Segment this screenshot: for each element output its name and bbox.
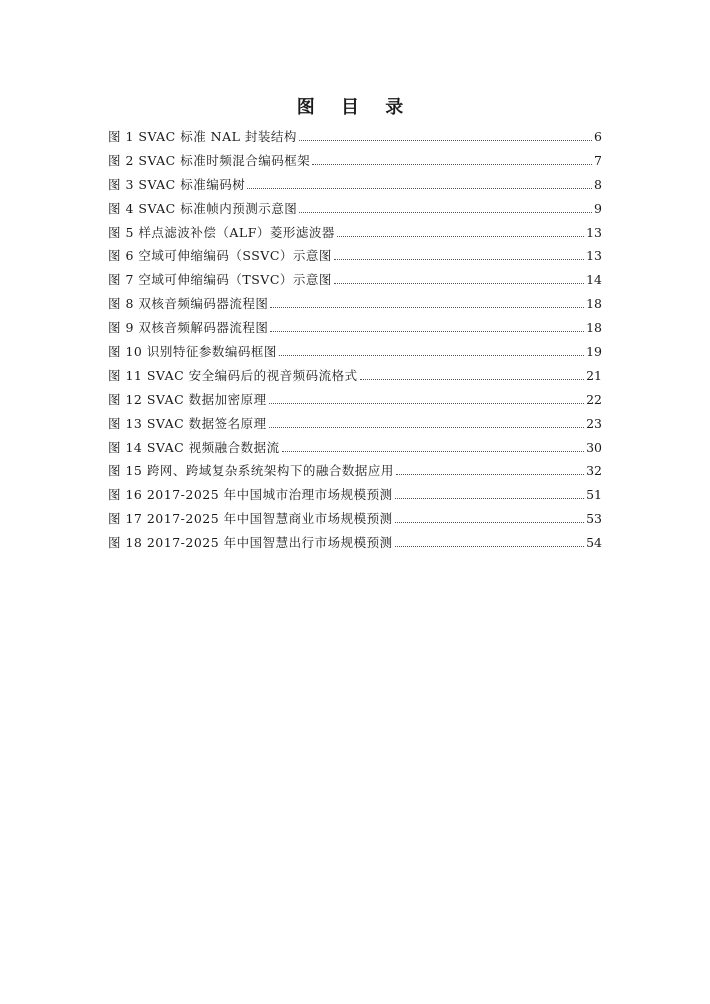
- toc-entry[interactable]: [108, 318, 602, 342]
- toc-entry-page-number: 6: [594, 129, 602, 144]
- toc-entry-page-number: 53: [586, 511, 602, 527]
- toc-entry-page-number: 21: [586, 367, 602, 383]
- toc-entry-page-number: 18: [586, 320, 602, 336]
- dot-leader: [396, 473, 584, 475]
- toc-entry-page-number: 13: [586, 224, 602, 240]
- toc-entry[interactable]: [108, 414, 602, 438]
- dot-leader: [395, 497, 584, 499]
- toc-entry-label: 图 7 空域可伸缩编码（TSVC）示意图: [108, 272, 332, 288]
- toc-entry-page-number: 14: [586, 272, 602, 288]
- toc-entry-label: 图 17 2017-2025 年中国智慧商业市场规模预测: [108, 511, 393, 527]
- toc-entry-label: 图 16 2017-2025 年中国城市治理市场规模预测: [108, 487, 393, 503]
- toc-entry[interactable]: [108, 151, 602, 175]
- toc-entry-label: 图 15 跨网、跨域复杂系统架构下的融合数据应用: [108, 463, 394, 479]
- toc-entry-label: 图 10 识别特征参数编码框图: [108, 344, 277, 360]
- toc-entry[interactable]: [108, 533, 602, 557]
- dot-leader: [337, 235, 584, 237]
- toc-entry-label: 图 13 SVAC 数据签名原理: [108, 415, 267, 431]
- toc-entry-page-number: 30: [586, 439, 602, 455]
- toc-entry-label: 图 14 SVAC 视频融合数据流: [108, 439, 280, 455]
- toc-entry[interactable]: [108, 485, 602, 509]
- toc-entry-page-number: 19: [586, 344, 602, 360]
- toc-entry[interactable]: [108, 223, 602, 247]
- toc-entry-label: 图 11 SVAC 安全编码后的视音频码流格式: [108, 367, 358, 383]
- toc-entry[interactable]: [108, 366, 602, 390]
- toc-entry-label: 图 5 样点滤波补偿（ALF）菱形滤波器: [108, 224, 335, 240]
- toc-entry-label: 图 12 SVAC 数据加密原理: [108, 391, 267, 407]
- dot-leader: [269, 426, 584, 428]
- dot-leader: [247, 187, 592, 189]
- dot-leader: [270, 306, 584, 308]
- figure-list: [108, 127, 602, 557]
- toc-entry[interactable]: [108, 390, 602, 414]
- dot-leader: [282, 450, 584, 452]
- toc-entry-page-number: 9: [594, 200, 602, 216]
- dot-leader: [299, 139, 592, 141]
- dot-leader: [312, 163, 592, 165]
- dot-leader: [279, 354, 584, 356]
- toc-entry-label: 图 1 SVAC 标准 NAL 封装结构: [108, 129, 297, 144]
- dot-leader: [395, 521, 584, 523]
- toc-entry-label: 图 9 双核音频解码器流程图: [108, 320, 269, 336]
- dot-leader: [395, 545, 584, 547]
- toc-entry-page-number: 54: [586, 535, 602, 551]
- toc-entry[interactable]: [108, 127, 602, 151]
- dot-leader: [270, 330, 584, 332]
- dot-leader: [360, 378, 584, 380]
- toc-entry-page-number: 18: [586, 296, 602, 312]
- toc-entry[interactable]: [108, 509, 602, 533]
- toc-entry-page-number: 51: [586, 487, 602, 503]
- toc-entry-label: 图 3 SVAC 标准编码树: [108, 176, 246, 192]
- toc-entry-label: 图 4 SVAC 标准帧内预测示意图: [108, 200, 298, 216]
- toc-entry[interactable]: [108, 199, 602, 223]
- dot-leader: [334, 282, 584, 284]
- toc-entry-page-number: 23: [586, 415, 602, 431]
- toc-entry[interactable]: [108, 461, 602, 485]
- toc-entry-label: 图 2 SVAC 标准时频混合编码框架: [108, 152, 311, 168]
- toc-entry-label: 图 6 空域可伸缩编码（SSVC）示意图: [108, 248, 332, 264]
- toc-entry[interactable]: [108, 294, 602, 318]
- toc-entry-page-number: 22: [586, 391, 602, 407]
- toc-entry-page-number: 7: [594, 152, 602, 168]
- toc-entry[interactable]: [108, 175, 602, 199]
- page-title: 图 目 录: [296, 97, 414, 118]
- toc-entry-page-number: 8: [594, 176, 602, 192]
- dot-leader: [299, 211, 592, 213]
- toc-entry[interactable]: [108, 438, 602, 462]
- toc-entry-page-number: 32: [586, 463, 602, 479]
- toc-entry-page-number: 13: [586, 248, 602, 264]
- toc-entry-label: 图 8 双核音频编码器流程图: [108, 296, 269, 312]
- toc-entry[interactable]: [108, 270, 602, 294]
- dot-leader: [269, 402, 584, 404]
- toc-entry[interactable]: [108, 246, 602, 270]
- toc-entry[interactable]: [108, 342, 602, 366]
- toc-entry-label: 图 18 2017-2025 年中国智慧出行市场规模预测: [108, 535, 393, 551]
- dot-leader: [334, 258, 584, 260]
